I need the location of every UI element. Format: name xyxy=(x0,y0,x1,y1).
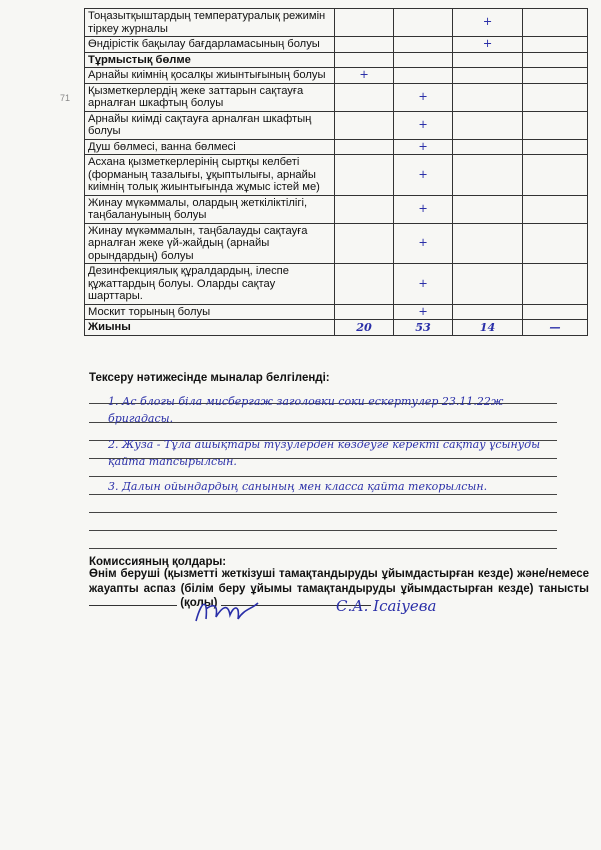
mark-cell: + xyxy=(394,264,453,305)
checklist-table xyxy=(84,8,588,336)
signature-icon xyxy=(192,595,262,629)
mark-cell xyxy=(335,223,394,264)
signature-scribble xyxy=(192,595,262,634)
table-row xyxy=(85,111,588,139)
total-value: — xyxy=(523,320,588,336)
mark-cell: + xyxy=(394,304,453,320)
mark-cell xyxy=(523,111,588,139)
empty-cell xyxy=(335,52,394,68)
mark-cell xyxy=(453,68,523,84)
mark-cell: + xyxy=(453,9,523,37)
criterion-label: Жинау мүкәммалын, таңбалауды сақтауға арналған жеке үй-жайдың (арнайы орындардың) болуы xyxy=(85,223,335,264)
signature-name: С.А. Ісаіуева xyxy=(336,597,437,615)
empty-cell xyxy=(523,52,588,68)
handwritten-note-2: 2. Жуза - Тұла ашықтары түзулерден көздеуге керекті сақтау ұсынуды қайта тапсырылсын. xyxy=(108,438,541,468)
table-row xyxy=(85,37,588,53)
criterion-label: Қызметкерлердің жеке заттарын сақтауға арналған шкафтың болуы xyxy=(85,83,335,111)
table-row xyxy=(85,223,588,264)
note-line xyxy=(89,476,557,477)
criterion-label: Арнайы киімді сақтауға арналған шкафтың болуы xyxy=(85,111,335,139)
mark-cell xyxy=(523,155,588,196)
mark-cell xyxy=(335,155,394,196)
note-line xyxy=(89,548,557,549)
handwritten-note-1: 1. Ас блогы біла мисбергаж заголовки соки ескертулер 23.11.22ж бригадасы. xyxy=(108,395,504,425)
note-line xyxy=(89,530,557,531)
mark-cell xyxy=(523,195,588,223)
signature-label: (қолы) xyxy=(180,597,218,609)
table-row xyxy=(85,304,588,320)
checklist-body xyxy=(85,9,588,336)
mark-cell xyxy=(335,264,394,305)
total-value: 20 xyxy=(335,320,394,336)
criterion-label: Арнайы киімнің қосалқы жиынтығының болуы xyxy=(85,68,335,84)
mark-cell: + xyxy=(394,139,453,155)
mark-cell xyxy=(523,83,588,111)
total-row xyxy=(85,320,588,336)
table-row xyxy=(85,9,588,37)
mark-cell: + xyxy=(335,68,394,84)
mark-cell xyxy=(453,195,523,223)
table-row xyxy=(85,83,588,111)
mark-cell xyxy=(523,9,588,37)
mark-cell xyxy=(394,68,453,84)
mark-cell xyxy=(335,9,394,37)
mark-cell: + xyxy=(394,155,453,196)
signature-line xyxy=(89,605,177,606)
mark-cell xyxy=(453,304,523,320)
note-line xyxy=(89,512,557,513)
mark-cell xyxy=(335,37,394,53)
criterion-label: Тоңазытқыштардың температуралық режимін тіркеу журналы xyxy=(85,9,335,37)
mark-cell: + xyxy=(394,83,453,111)
mark-cell: + xyxy=(453,37,523,53)
mark-cell xyxy=(523,304,588,320)
total-value: 14 xyxy=(453,320,523,336)
criterion-label: Душ бөлмесі, ванна бөлмесі xyxy=(85,139,335,155)
mark-cell xyxy=(523,68,588,84)
total-label: Жиыны xyxy=(85,320,335,336)
empty-cell xyxy=(453,52,523,68)
mark-cell xyxy=(335,139,394,155)
criterion-label: Дезинфекциялық құралдардың, ілеспе құжаттардың болуы. Оларды сақтау шарттары. xyxy=(85,264,335,305)
mark-cell xyxy=(335,83,394,111)
mark-cell xyxy=(453,83,523,111)
mark-cell xyxy=(335,304,394,320)
section-row xyxy=(85,52,588,68)
mark-cell xyxy=(523,223,588,264)
mark-cell xyxy=(335,195,394,223)
mark-cell: + xyxy=(394,195,453,223)
table-row xyxy=(85,155,588,196)
acknowledgement-body: Өнім беруші (қызметті жеткізуші тамақтандыруды ұйымдастырған кезде) және/немесе жауапты аспаз (білім беру ұйымы тамақтандыруды ұйымдастырған кезде) танысты xyxy=(89,568,589,595)
table-row xyxy=(85,68,588,84)
handwritten-note-3: 3. Далын ойындардың санының мен класса қайта текорылсын. xyxy=(108,480,488,493)
total-value: 53 xyxy=(394,320,453,336)
mark-cell: + xyxy=(394,111,453,139)
criterion-label: Асхана қызметкерлерінің сыртқы келбеті (форманың тазалығы, ұқыптылығы, арнайы киімнің толық жиынтығында жұмыс істей ме) xyxy=(85,155,335,196)
mark-cell xyxy=(453,155,523,196)
criterion-label: Жинау мүкәммалы, олардың жеткіліктілігі, таңбалануының болуы xyxy=(85,195,335,223)
commission-title: Комиссияның қолдары: xyxy=(89,556,227,568)
mark-cell xyxy=(453,223,523,264)
criterion-label: Москит торының болуы xyxy=(85,304,335,320)
empty-cell xyxy=(394,52,453,68)
mark-cell xyxy=(453,111,523,139)
margin-mark: 71 xyxy=(60,93,71,103)
table-row xyxy=(85,139,588,155)
table-row xyxy=(85,264,588,305)
results-title: Тексеру нәтижесінде мыналар белгіленді: xyxy=(89,372,330,384)
mark-cell xyxy=(453,139,523,155)
mark-cell xyxy=(335,111,394,139)
table-row xyxy=(85,195,588,223)
mark-cell xyxy=(523,139,588,155)
mark-cell xyxy=(523,37,588,53)
mark-cell: + xyxy=(394,223,453,264)
section-heading: Тұрмыстық бөлме xyxy=(85,52,335,68)
mark-cell xyxy=(394,37,453,53)
criterion-label: Өндірістік бақылау бағдарламасының болуы xyxy=(85,37,335,53)
mark-cell xyxy=(453,264,523,305)
mark-cell xyxy=(523,264,588,305)
mark-cell xyxy=(394,9,453,37)
